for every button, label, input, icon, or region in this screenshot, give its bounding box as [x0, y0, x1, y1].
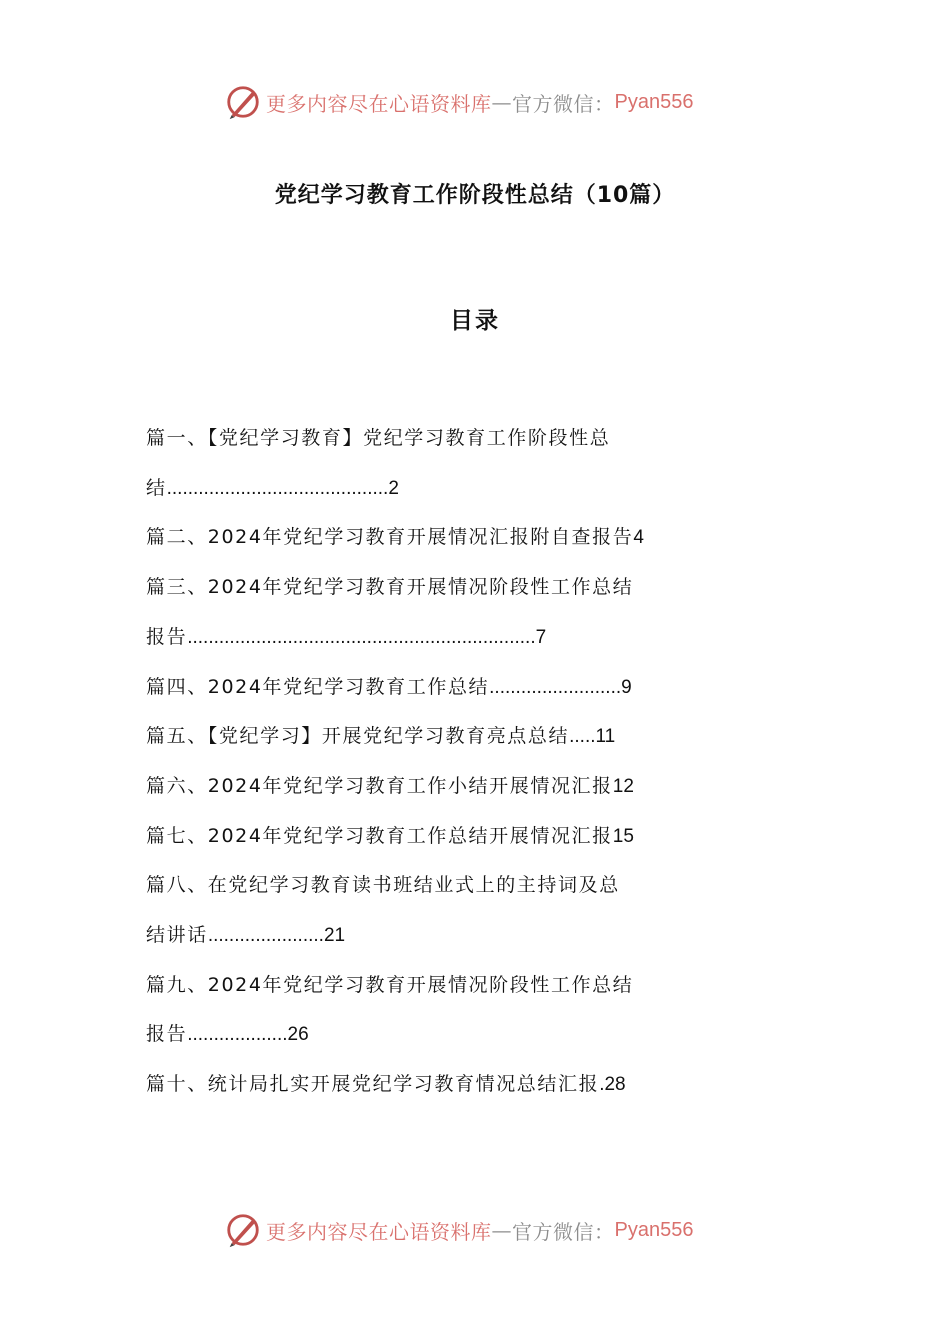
footer-watermark: [224, 1210, 693, 1250]
toc-leader-dots: .: [599, 1074, 605, 1096]
toc-entry[interactable]: [146, 513, 706, 563]
table-of-contents: [146, 414, 706, 1110]
header-watermark: [224, 82, 693, 122]
toc-page-number: 28: [604, 1074, 626, 1096]
toc-page-number: 15: [612, 825, 634, 847]
toc-entry-title: 篇十、统计局扎实开展党纪学习教育情况总结汇报: [146, 1073, 600, 1096]
toc-entry-continuation[interactable]: [146, 911, 706, 961]
toc-page-number: 2: [388, 477, 399, 499]
watermark-brand-text: 更多内容尽在心语资料库: [266, 1219, 492, 1244]
toc-leader-dots: .........................: [489, 676, 622, 698]
toc-page-number: 4: [633, 527, 644, 549]
toc-entry[interactable]: [146, 961, 706, 1011]
watermark-wechat-id: Pyan556: [614, 1218, 694, 1241]
toc-entry[interactable]: [146, 663, 706, 713]
toc-entry-title: 篇七、2024年党纪学习教育工作总结开展情况汇报: [146, 824, 613, 847]
toc-page-number: 21: [323, 925, 346, 947]
toc-entry-continuation[interactable]: [146, 613, 706, 663]
toc-leader-dots: ...................: [187, 1024, 288, 1046]
toc-entry-title: 篇八、在党纪学习教育读书班结业式上的主持词及总: [146, 874, 620, 897]
toc-entry-title: 篇六、2024年党纪学习教育工作小结开展情况汇报: [146, 774, 613, 797]
toc-page-number: 9: [621, 676, 632, 698]
toc-leader-dots: ......................: [207, 925, 324, 947]
toc-entry-title: 篇九、2024年党纪学习教育开展情况阶段性工作总结: [146, 973, 634, 996]
toc-entry-title: 篇三、2024年党纪学习教育开展情况阶段性工作总结: [146, 576, 634, 599]
toc-entry-title: 篇四、2024年党纪学习教育工作总结: [146, 675, 490, 698]
toc-entry-title: 篇一、【党纪学习教育】党纪学习教育工作阶段性总: [146, 427, 611, 449]
watermark-wechat-label: 官方微信：: [512, 91, 615, 116]
watermark-dash: —: [491, 1218, 512, 1242]
watermark-wechat-label: 官方微信：: [512, 1219, 615, 1244]
toc-entry-continuation[interactable]: [146, 1010, 706, 1060]
toc-page-number: 26: [287, 1024, 309, 1046]
toc-heading: 目录: [450, 308, 500, 334]
toc-entry-title-cont: 报告: [146, 1023, 188, 1046]
toc-entry-continuation[interactable]: [146, 464, 706, 514]
toc-leader-dots: ..................................................................: [187, 626, 536, 648]
toc-entry-title-cont: 报告: [146, 625, 188, 648]
toc-page-number: 11: [595, 726, 616, 748]
toc-entry-title: 篇五、【党纪学习】开展党纪学习教育亮点总结: [146, 725, 570, 748]
toc-leader-dots: ..........................................: [166, 477, 389, 499]
toc-leader-dots: .....: [569, 726, 596, 748]
toc-page-number: 7: [535, 626, 547, 648]
toc-page-number: 12: [612, 775, 634, 797]
toc-entry-title: 篇二、2024年党纪学习教育开展情况汇报附自查报告: [146, 526, 634, 549]
document-title: 党纪学习教育工作阶段性总结（10篇）: [274, 183, 676, 208]
pen-logo-icon: [224, 1211, 262, 1249]
watermark-brand-text: 更多内容尽在心语资料库: [266, 91, 492, 116]
toc-entry[interactable]: [146, 414, 706, 464]
toc-entry-title-cont: 结讲话: [146, 924, 208, 947]
toc-entry[interactable]: [146, 1060, 706, 1110]
toc-entry[interactable]: [146, 563, 706, 613]
toc-entry[interactable]: [146, 861, 706, 911]
toc-entry-title-cont: 结: [146, 476, 167, 499]
pen-logo-icon: [224, 83, 262, 121]
watermark-dash: —: [491, 90, 512, 114]
toc-entry[interactable]: [146, 812, 706, 862]
watermark-wechat-id: Pyan556: [614, 90, 694, 113]
toc-entry[interactable]: [146, 712, 706, 762]
toc-entry[interactable]: [146, 762, 706, 812]
